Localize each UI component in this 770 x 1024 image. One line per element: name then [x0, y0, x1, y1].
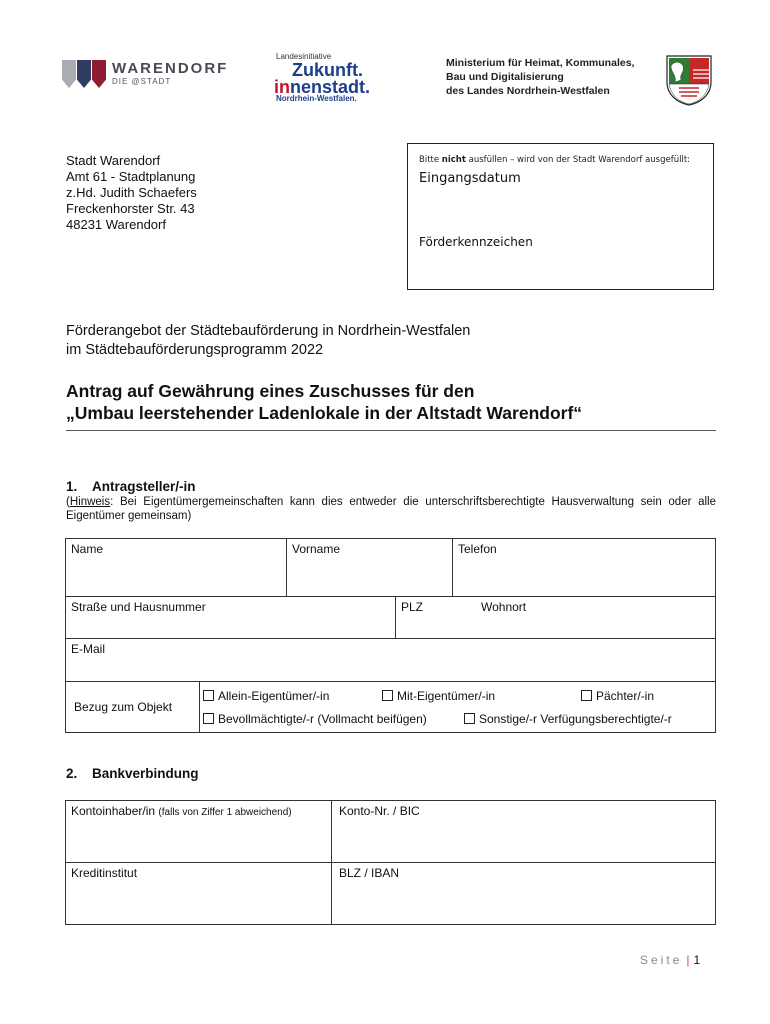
address-line: Freckenhorster Str. 43	[66, 201, 195, 216]
page-word: Seite	[640, 953, 683, 967]
title-line: „Umbau leerstehender Ladenlokale in der Altstadt Warendorf“	[66, 403, 583, 423]
note-bold: nicht	[441, 155, 466, 165]
option-allein-eigentuemer[interactable]	[203, 689, 329, 703]
option-label: Bevollmächtigte/-r (Vollmacht beifügen)	[218, 712, 427, 726]
ministry-logo-text	[446, 56, 656, 98]
note-post: ausfüllen – wird von der Stadt Warendorf ausgefüllt:	[465, 155, 691, 165]
note-pre: Bitte	[419, 155, 442, 165]
kreditinstitut-field[interactable]	[66, 863, 331, 924]
foerderkennzeichen-label: Förderkennzeichen	[419, 235, 533, 249]
section-1-number: 1.	[66, 479, 78, 494]
intro-line: Förderangebot der Städtebauförderung in Nordrhein-Westfalen	[66, 323, 471, 339]
section-2-number: 2.	[66, 766, 78, 781]
option-label: Pächter/-in	[596, 689, 655, 703]
applicant-form-table	[65, 538, 716, 733]
name-label: Name	[71, 542, 104, 556]
hint-label: Hinweis	[69, 496, 111, 508]
title-divider	[66, 430, 716, 431]
address-line: 48231 Warendorf	[66, 217, 166, 232]
zukunft-logo-in: in	[274, 77, 290, 97]
checkbox[interactable]	[203, 713, 214, 724]
option-label: Mit-Eigentümer/-in	[397, 689, 496, 703]
page-num: 1	[693, 953, 701, 967]
kontoinhaber-text: Kontoinhaber/in	[71, 804, 156, 818]
zukunft-logo-nenstadt: nenstadt.	[290, 77, 371, 97]
ministry-line: Bau und Digitalisierung	[446, 71, 564, 83]
checkbox[interactable]	[464, 713, 475, 724]
checkbox[interactable]	[382, 690, 393, 701]
intro-text	[66, 322, 470, 360]
kreditinstitut-label: Kreditinstitut	[71, 866, 138, 880]
telefon-field[interactable]	[453, 539, 715, 596]
warendorf-logo	[62, 56, 229, 96]
wohnort-field[interactable]	[476, 597, 715, 638]
checkbox[interactable]	[203, 690, 214, 701]
konto-bic-label: Konto-Nr. / BIC	[339, 804, 420, 818]
zukunft-logo-line3: Nordrhein-Westfalen.	[276, 94, 357, 103]
option-label: Allein-Eigentümer/-in	[218, 689, 330, 703]
ministry-line: des Landes Nordrhein-Westfalen	[446, 85, 610, 97]
vorname-field[interactable]	[287, 539, 452, 596]
zukunft-logo-line1: Zukunft.	[292, 60, 363, 80]
name-field[interactable]	[66, 539, 286, 596]
office-use-box	[407, 143, 714, 290]
telefon-label: Telefon	[458, 542, 497, 556]
section-1-heading	[66, 479, 196, 494]
option-sonstige[interactable]	[464, 712, 672, 726]
hint-open: (	[66, 496, 70, 508]
email-field[interactable]	[66, 639, 715, 681]
nrw-crest-icon	[665, 54, 713, 106]
warendorf-logo-name: WARENDORF	[112, 60, 229, 77]
recipient-address	[66, 153, 197, 233]
office-use-note	[419, 155, 690, 165]
vorname-label: Vorname	[292, 542, 341, 556]
document-title	[66, 380, 582, 424]
strasse-field[interactable]	[66, 597, 395, 638]
page-number	[640, 953, 700, 967]
strasse-label: Straße und Hausnummer	[71, 600, 206, 614]
shield-red-icon	[92, 60, 106, 88]
email-label: E-Mail	[71, 642, 106, 656]
ministry-line: Ministerium für Heimat, Kommunales,	[446, 57, 635, 69]
blz-iban-field[interactable]	[332, 863, 715, 924]
col-divider	[199, 681, 200, 733]
kontoinhaber-label	[71, 804, 292, 818]
section-1-title: Antragsteller/-in	[92, 479, 196, 494]
option-bevollmaechtigte[interactable]	[203, 712, 427, 726]
kontoinhaber-note: (falls von Ziffer 1 abweichend)	[158, 807, 292, 818]
bank-form-table	[65, 800, 716, 925]
eingangsdatum-label: Eingangsdatum	[419, 171, 521, 186]
warendorf-logo-sub: DIE @STADT	[112, 77, 172, 86]
hint-text: : Bei Eigentümergemeinschaften kann dies entweder die unterschriftsberechtigte Hausverwaltung sein oder alle Eigentümer gemeinsam)	[66, 496, 716, 522]
zukunft-innenstadt-logo	[272, 52, 392, 104]
section-2-heading	[66, 766, 199, 781]
bezug-label-cell	[66, 682, 199, 733]
kontoinhaber-field[interactable]	[66, 801, 331, 862]
option-mit-eigentuemer[interactable]	[382, 689, 495, 703]
address-line: Amt 61 - Stadtplanung	[66, 169, 196, 184]
plz-field[interactable]	[396, 597, 476, 638]
blz-iban-label: BLZ / IBAN	[339, 866, 400, 880]
title-line: Antrag auf Gewährung eines Zuschusses für den	[66, 381, 475, 401]
wohnort-label: Wohnort	[481, 600, 527, 614]
option-label: Sonstige/-r Verfügungsberechtigte/-r	[479, 712, 672, 726]
section-2-title: Bankverbindung	[92, 766, 199, 781]
shield-blue-icon	[77, 60, 91, 88]
shield-grey-icon	[62, 60, 76, 88]
bezug-label: Bezug zum Objekt	[74, 700, 173, 714]
zukunft-logo-top: Landesinitiative	[276, 52, 332, 61]
page-separator: |	[686, 953, 690, 967]
intro-line: im Städtebauförderungsprogramm 2022	[66, 342, 324, 358]
address-line: Stadt Warendorf	[66, 153, 161, 168]
plz-label: PLZ	[401, 600, 424, 614]
checkbox[interactable]	[581, 690, 592, 701]
option-paechter[interactable]	[581, 689, 654, 703]
section-1-hint	[66, 495, 716, 523]
konto-bic-field[interactable]	[332, 801, 715, 862]
address-line: z.Hd. Judith Schaefers	[66, 185, 197, 200]
